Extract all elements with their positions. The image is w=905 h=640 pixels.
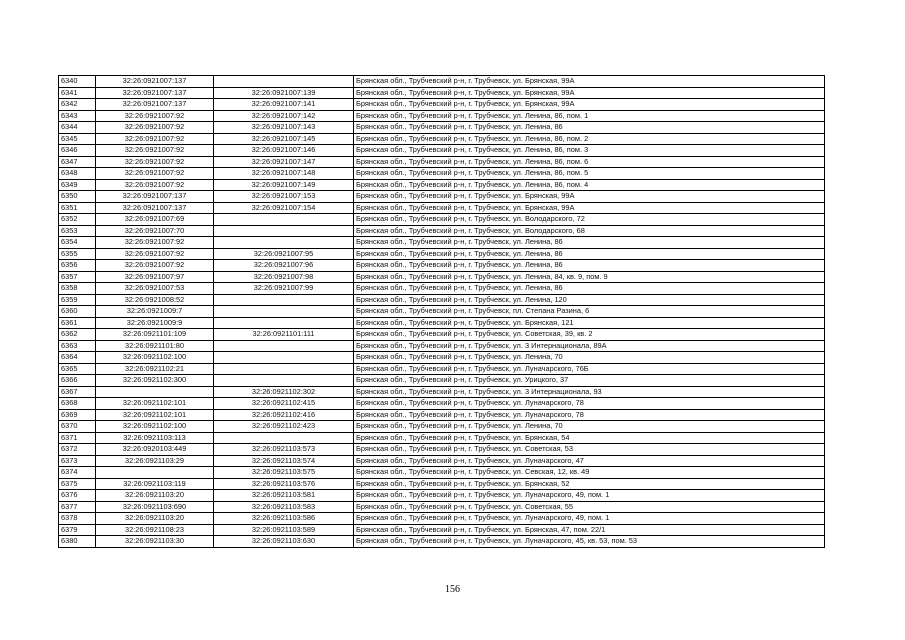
parent-cadastral-number-cell: 32:26:0921007:69 <box>96 214 214 226</box>
cadastral-number-cell: 32:26:0921101:111 <box>214 329 354 341</box>
address-cell: Брянская обл., Трубчевский р-н, г. Трубчевск, ул. Брянская, 99А <box>354 76 825 88</box>
address-cell: Брянская обл., Трубчевский р-н, г. Трубчевск, ул. Луначарского, 78 <box>354 409 825 421</box>
address-cell: Брянская обл., Трубчевский р-н, г. Трубчевск, ул. Ленина, 86 <box>354 122 825 134</box>
parent-cadastral-number-cell: 32:26:0921103:690 <box>96 501 214 513</box>
cadastral-number-cell: 32:26:0921103:574 <box>214 455 354 467</box>
table-row <box>59 202 825 214</box>
cadastral-number-cell <box>214 76 354 88</box>
cadastral-number-cell: 32:26:0921007:95 <box>214 248 354 260</box>
row-number-cell: 6371 <box>59 432 96 444</box>
table-row <box>59 306 825 318</box>
table-row <box>59 398 825 410</box>
cadastral-number-cell <box>214 294 354 306</box>
address-cell: Брянская обл., Трубчевский р-н, г. Трубчевск, ул. Володарского, 68 <box>354 225 825 237</box>
row-number-cell: 6340 <box>59 76 96 88</box>
table-body <box>59 76 825 548</box>
parent-cadastral-number-cell: 32:26:0921007:97 <box>96 271 214 283</box>
address-cell: Брянская обл., Трубчевский р-н, г. Трубчевск, ул. Брянская, 54 <box>354 432 825 444</box>
address-cell: Брянская обл., Трубчевский р-н, г. Трубчевск, ул. Луначарского, 76Б <box>354 363 825 375</box>
address-cell: Брянская обл., Трубчевский р-н, г. Трубчевск, ул. Луначарского, 45, кв. 53, пом. 53 <box>354 536 825 548</box>
address-cell: Брянская обл., Трубчевский р-н, г. Трубчевск, ул. Советская, 39, кв. 2 <box>354 329 825 341</box>
parent-cadastral-number-cell: 32:26:0921108:23 <box>96 524 214 536</box>
table-row <box>59 444 825 456</box>
row-number-cell: 6361 <box>59 317 96 329</box>
address-cell: Брянская обл., Трубчевский р-н, г. Трубчевск, ул. Ленина, 70 <box>354 421 825 433</box>
table-row <box>59 294 825 306</box>
table-row <box>59 467 825 479</box>
row-number-cell: 6363 <box>59 340 96 352</box>
address-cell: Брянская обл., Трубчевский р-н, г. Трубчевск, ул. Брянская, 47, пом. 22/1 <box>354 524 825 536</box>
address-cell: Брянская обл., Трубчевский р-н, г. Трубчевск, пл. Степана Разина, 6 <box>354 306 825 318</box>
table-row <box>59 455 825 467</box>
cadastral-number-cell: 32:26:0921007:149 <box>214 179 354 191</box>
parent-cadastral-number-cell: 32:26:0921007:92 <box>96 122 214 134</box>
table-row <box>59 329 825 341</box>
row-number-cell: 6372 <box>59 444 96 456</box>
address-cell: Брянская обл., Трубчевский р-н, г. Трубчевск, ул. Ленина, 70 <box>354 352 825 364</box>
parent-cadastral-number-cell: 32:26:0921007:137 <box>96 191 214 203</box>
cadastral-number-cell: 32:26:0921007:98 <box>214 271 354 283</box>
row-number-cell: 6342 <box>59 99 96 111</box>
address-cell: Брянская обл., Трубчевский р-н, г. Трубчевск, ул. Ленина, 86 <box>354 283 825 295</box>
address-cell: Брянская обл., Трубчевский р-н, г. Трубчевск, ул. Ленина, 120 <box>354 294 825 306</box>
table-row <box>59 145 825 157</box>
table-row <box>59 536 825 548</box>
row-number-cell: 6343 <box>59 110 96 122</box>
address-cell: Брянская обл., Трубчевский р-н, г. Трубчевск, ул. Ленина, 86 <box>354 237 825 249</box>
address-cell: Брянская обл., Трубчевский р-н, г. Трубчевск, ул. Ленина, 86, пом. 6 <box>354 156 825 168</box>
parent-cadastral-number-cell: 32:26:0921007:92 <box>96 248 214 260</box>
table-row <box>59 340 825 352</box>
cadastral-number-cell <box>214 352 354 364</box>
address-cell: Брянская обл., Трубчевский р-н, г. Трубчевск, ул. Луначарского, 78 <box>354 398 825 410</box>
table-row <box>59 168 825 180</box>
row-number-cell: 6356 <box>59 260 96 272</box>
address-cell: Брянская обл., Трубчевский р-н, г. Трубчевск, ул. Луначарского, 49, пом. 1 <box>354 513 825 525</box>
parent-cadastral-number-cell: 32:26:0921102:101 <box>96 409 214 421</box>
row-number-cell: 6352 <box>59 214 96 226</box>
cadastral-number-cell <box>214 306 354 318</box>
cadastral-number-cell <box>214 340 354 352</box>
cadastral-number-cell: 32:26:0921103:583 <box>214 501 354 513</box>
parent-cadastral-number-cell: 32:26:0921101:80 <box>96 340 214 352</box>
cadastral-number-cell: 32:26:0921007:147 <box>214 156 354 168</box>
cadastral-number-cell: 32:26:0921103:630 <box>214 536 354 548</box>
cadastral-number-cell: 32:26:0921103:589 <box>214 524 354 536</box>
cadastral-number-cell: 32:26:0921007:99 <box>214 283 354 295</box>
row-number-cell: 6341 <box>59 87 96 99</box>
cadastral-number-cell: 32:26:0921007:139 <box>214 87 354 99</box>
parent-cadastral-number-cell: 32:26:0921009:9 <box>96 317 214 329</box>
cadastral-number-cell <box>214 225 354 237</box>
parent-cadastral-number-cell: 32:26:0921007:70 <box>96 225 214 237</box>
row-number-cell: 6369 <box>59 409 96 421</box>
row-number-cell: 6345 <box>59 133 96 145</box>
table-row <box>59 317 825 329</box>
cadastral-number-cell: 32:26:0921102:416 <box>214 409 354 421</box>
row-number-cell: 6376 <box>59 490 96 502</box>
row-number-cell: 6377 <box>59 501 96 513</box>
table-row <box>59 352 825 364</box>
row-number-cell: 6350 <box>59 191 96 203</box>
parent-cadastral-number-cell: 32:26:0921008:52 <box>96 294 214 306</box>
table-row <box>59 248 825 260</box>
table-row <box>59 386 825 398</box>
parent-cadastral-number-cell: 32:26:0921103:20 <box>96 513 214 525</box>
address-cell: Брянская обл., Трубчевский р-н, г. Трубчевск, ул. Брянская, 99А <box>354 191 825 203</box>
parent-cadastral-number-cell: 32:26:0921007:137 <box>96 87 214 99</box>
address-cell: Брянская обл., Трубчевский р-н, г. Трубчевск, ул. Ленина, 84, кв. 9, пом. 9 <box>354 271 825 283</box>
parent-cadastral-number-cell: 32:26:0921102:100 <box>96 352 214 364</box>
table-row <box>59 225 825 237</box>
row-number-cell: 6364 <box>59 352 96 364</box>
cadastral-number-cell: 32:26:0921007:146 <box>214 145 354 157</box>
table-row <box>59 375 825 387</box>
cadastral-number-cell: 32:26:0921102:423 <box>214 421 354 433</box>
cadastral-number-cell: 32:26:0921007:96 <box>214 260 354 272</box>
parent-cadastral-number-cell: 32:26:0921007:92 <box>96 133 214 145</box>
parent-cadastral-number-cell: 32:26:0921102:300 <box>96 375 214 387</box>
row-number-cell: 6366 <box>59 375 96 387</box>
address-cell: Брянская обл., Трубчевский р-н, г. Трубчевск, ул. Луначарского, 49, пом. 1 <box>354 490 825 502</box>
table-row <box>59 490 825 502</box>
address-cell: Брянская обл., Трубчевский р-н, г. Трубчевск, ул. Брянская, 99А <box>354 99 825 111</box>
parent-cadastral-number-cell: 32:26:0921007:137 <box>96 99 214 111</box>
table-row <box>59 271 825 283</box>
parent-cadastral-number-cell: 32:26:0921103:20 <box>96 490 214 502</box>
address-cell: Брянская обл., Трубчевский р-н, г. Трубчевск, ул. Ленина, 86, пом. 3 <box>354 145 825 157</box>
table-row <box>59 363 825 375</box>
parent-cadastral-number-cell: 32:26:0921103:30 <box>96 536 214 548</box>
cadastral-number-cell <box>214 317 354 329</box>
cadastral-number-cell: 32:26:0921007:145 <box>214 133 354 145</box>
table-row <box>59 156 825 168</box>
address-cell: Брянская обл., Трубчевский р-н, г. Трубчевск, ул. Ленина, 86, пом. 5 <box>354 168 825 180</box>
cadastral-number-cell: 32:26:0921103:581 <box>214 490 354 502</box>
row-number-cell: 6348 <box>59 168 96 180</box>
cadastral-number-cell <box>214 237 354 249</box>
parent-cadastral-number-cell: 32:26:0921009:7 <box>96 306 214 318</box>
row-number-cell: 6380 <box>59 536 96 548</box>
table-row <box>59 122 825 134</box>
row-number-cell: 6347 <box>59 156 96 168</box>
parent-cadastral-number-cell: 32:26:0921007:92 <box>96 156 214 168</box>
address-cell: Брянская обл., Трубчевский р-н, г. Трубчевск, ул. 3 Интернационала, 89А <box>354 340 825 352</box>
parent-cadastral-number-cell: 32:26:0921007:92 <box>96 145 214 157</box>
table-row <box>59 421 825 433</box>
table-row <box>59 409 825 421</box>
address-cell: Брянская обл., Трубчевский р-н, г. Трубчевск, ул. Брянская, 99А <box>354 87 825 99</box>
address-cell: Брянская обл., Трубчевский р-н, г. Трубчевск, ул. Советская, 55 <box>354 501 825 513</box>
cadastral-number-cell <box>214 375 354 387</box>
address-cell: Брянская обл., Трубчевский р-н, г. Трубчевск, ул. Ленина, 86, пом. 4 <box>354 179 825 191</box>
row-number-cell: 6370 <box>59 421 96 433</box>
table-row <box>59 76 825 88</box>
row-number-cell: 6357 <box>59 271 96 283</box>
table-row <box>59 133 825 145</box>
cadastral-number-cell: 32:26:0921103:573 <box>214 444 354 456</box>
cadastral-number-cell: 32:26:0921007:142 <box>214 110 354 122</box>
row-number-cell: 6374 <box>59 467 96 479</box>
parent-cadastral-number-cell: 32:26:0921103:119 <box>96 478 214 490</box>
row-number-cell: 6365 <box>59 363 96 375</box>
cadastral-number-cell: 32:26:0921007:143 <box>214 122 354 134</box>
parent-cadastral-number-cell: 32:26:0921007:137 <box>96 76 214 88</box>
row-number-cell: 6378 <box>59 513 96 525</box>
page-number: 156 <box>445 584 460 595</box>
table-row <box>59 110 825 122</box>
table-row <box>59 524 825 536</box>
table-row <box>59 513 825 525</box>
row-number-cell: 6375 <box>59 478 96 490</box>
table-row <box>59 432 825 444</box>
row-number-cell: 6353 <box>59 225 96 237</box>
row-number-cell: 6373 <box>59 455 96 467</box>
cadastral-number-cell: 32:26:0921007:154 <box>214 202 354 214</box>
table-row <box>59 260 825 272</box>
row-number-cell: 6362 <box>59 329 96 341</box>
parent-cadastral-number-cell: 32:26:0921102:100 <box>96 421 214 433</box>
address-cell: Брянская обл., Трубчевский р-н, г. Трубчевск, ул. Ленина, 86 <box>354 260 825 272</box>
address-cell: Брянская обл., Трубчевский р-н, г. Трубчевск, ул. Ленина, 86, пом. 2 <box>354 133 825 145</box>
address-cell: Брянская обл., Трубчевский р-н, г. Трубчевск, ул. Советская, 53 <box>354 444 825 456</box>
cadastral-number-cell <box>214 432 354 444</box>
table-row <box>59 179 825 191</box>
cadastral-number-cell: 32:26:0921007:141 <box>214 99 354 111</box>
address-cell: Брянская обл., Трубчевский р-н, г. Трубчевск, ул. Урицкого, 37 <box>354 375 825 387</box>
parent-cadastral-number-cell <box>96 467 214 479</box>
parent-cadastral-number-cell: 32:26:0921103:29 <box>96 455 214 467</box>
row-number-cell: 6358 <box>59 283 96 295</box>
cadastral-number-cell <box>214 363 354 375</box>
row-number-cell: 6359 <box>59 294 96 306</box>
address-cell: Брянская обл., Трубчевский р-н, г. Трубчевск, ул. Брянская, 99А <box>354 202 825 214</box>
cadastral-number-cell <box>214 214 354 226</box>
table-row <box>59 283 825 295</box>
cadastral-number-cell: 32:26:0921102:415 <box>214 398 354 410</box>
cadastral-number-cell: 32:26:0921103:586 <box>214 513 354 525</box>
table-row <box>59 501 825 513</box>
row-number-cell: 6355 <box>59 248 96 260</box>
parent-cadastral-number-cell: 32:26:0921007:92 <box>96 237 214 249</box>
table-row <box>59 87 825 99</box>
cadastral-number-cell: 32:26:0921103:575 <box>214 467 354 479</box>
parent-cadastral-number-cell: 32:26:0921102:101 <box>96 398 214 410</box>
cadastral-registry-table <box>58 75 825 548</box>
parent-cadastral-number-cell: 32:26:0921007:92 <box>96 110 214 122</box>
row-number-cell: 6354 <box>59 237 96 249</box>
table-row <box>59 214 825 226</box>
address-cell: Брянская обл., Трубчевский р-н, г. Трубчевск, ул. Севская, 12, кв. 49 <box>354 467 825 479</box>
row-number-cell: 6351 <box>59 202 96 214</box>
parent-cadastral-number-cell: 32:26:0921007:92 <box>96 260 214 272</box>
table-row <box>59 478 825 490</box>
row-number-cell: 6346 <box>59 145 96 157</box>
address-cell: Брянская обл., Трубчевский р-н, г. Трубчевск, ул. Володарского, 72 <box>354 214 825 226</box>
row-number-cell: 6360 <box>59 306 96 318</box>
parent-cadastral-number-cell: 32:26:0921007:53 <box>96 283 214 295</box>
address-cell: Брянская обл., Трубчевский р-н, г. Трубчевск, ул. Брянская, 52 <box>354 478 825 490</box>
row-number-cell: 6368 <box>59 398 96 410</box>
parent-cadastral-number-cell: 32:26:0921007:92 <box>96 168 214 180</box>
address-cell: Брянская обл., Трубчевский р-н, г. Трубчевск, ул. Луначарского, 47 <box>354 455 825 467</box>
parent-cadastral-number-cell: 32:26:0920103:449 <box>96 444 214 456</box>
parent-cadastral-number-cell <box>96 386 214 398</box>
table-row <box>59 237 825 249</box>
parent-cadastral-number-cell: 32:26:0921102:21 <box>96 363 214 375</box>
row-number-cell: 6379 <box>59 524 96 536</box>
cadastral-number-cell: 32:26:0921102:302 <box>214 386 354 398</box>
table-row <box>59 99 825 111</box>
address-cell: Брянская обл., Трубчевский р-н, г. Трубчевск, ул. Ленина, 86 <box>354 248 825 260</box>
address-cell: Брянская обл., Трубчевский р-н, г. Трубчевск, ул. 3 Интернационала, 93 <box>354 386 825 398</box>
cadastral-number-cell: 32:26:0921103:576 <box>214 478 354 490</box>
table-row <box>59 191 825 203</box>
parent-cadastral-number-cell: 32:26:0921007:92 <box>96 179 214 191</box>
row-number-cell: 6344 <box>59 122 96 134</box>
parent-cadastral-number-cell: 32:26:0921007:137 <box>96 202 214 214</box>
parent-cadastral-number-cell: 32:26:0921101:109 <box>96 329 214 341</box>
address-cell: Брянская обл., Трубчевский р-н, г. Трубчевск, ул. Ленина, 86, пом. 1 <box>354 110 825 122</box>
parent-cadastral-number-cell: 32:26:0921103:113 <box>96 432 214 444</box>
row-number-cell: 6367 <box>59 386 96 398</box>
row-number-cell: 6349 <box>59 179 96 191</box>
cadastral-number-cell: 32:26:0921007:148 <box>214 168 354 180</box>
address-cell: Брянская обл., Трубчевский р-н, г. Трубчевск, ул. Брянская, 121 <box>354 317 825 329</box>
cadastral-number-cell: 32:26:0921007:153 <box>214 191 354 203</box>
